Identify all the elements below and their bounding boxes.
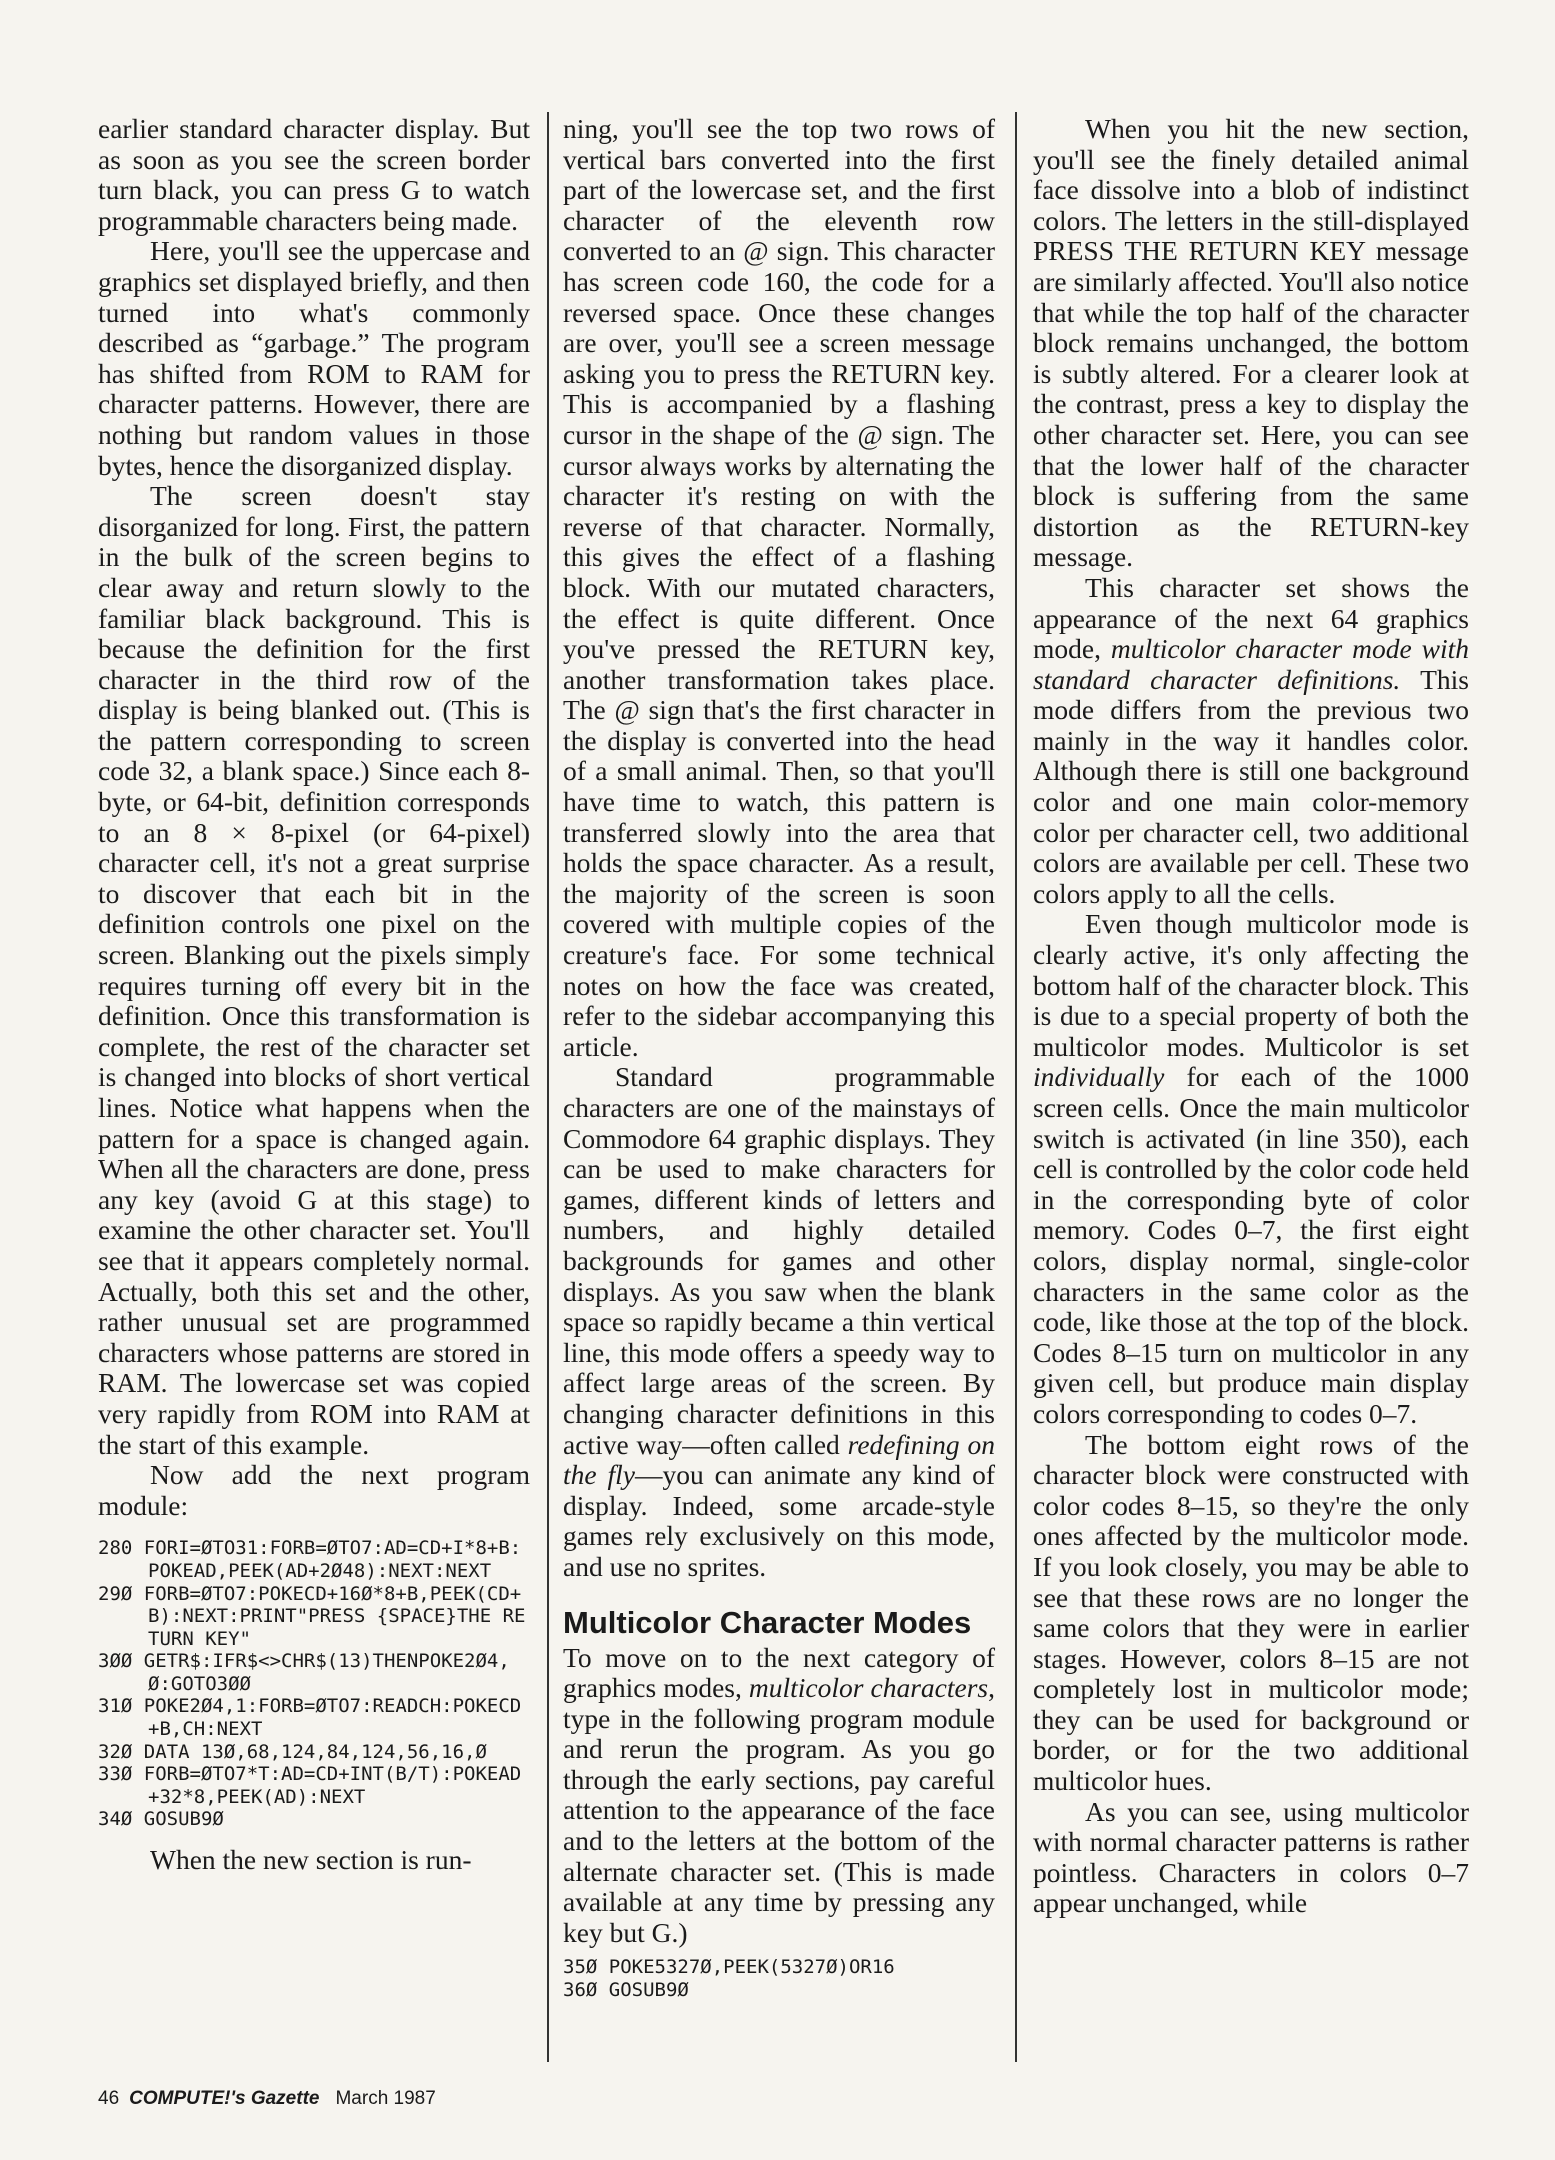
text-run: —you can animate any kind of display. Indeed, some arcade-style games rely exclusively on this mode, and use no sprites. xyxy=(563,1459,995,1582)
text-run: This character set shows the appearance of the next 64 graphics mode, xyxy=(1033,571,1469,665)
program-listing-2 xyxy=(563,1956,995,2001)
emphasis: individually xyxy=(1033,1061,1165,1093)
emphasis: multicolor characters xyxy=(748,1672,989,1704)
paragraph: The screen doesn't stay disorganized for long. First, the pattern in the bulk of the screen begins to clear away and return slowly to the familiar black background. This is because the definition for the first character in the third row of the display is being blanked out. (This is the pattern corresponding to screen code 32, a blank space.) Since each 8-byte, or 64-bit, definition corresponds to an 8 × 8-pixel (or 64-pixel) character cell, it's not a great surprise to discover that each bit in the definition controls one pixel on the screen. Blanking out the pixels simply requires turning off every bit in the definition. Once this transformation is complete, the rest of the character set is changed into blocks of short vertical lines. Notice what happens when the pattern for a space is changed again. When all the characters are done, press any key (avoid G at this stage) to examine the other character set. You'll see that it appears completely normal. Actually, both this set and the other, rather unusual set are programmed characters whose patterns are stored in RAM. The lowercase set was copied very rapidly from ROM into RAM at the start of this example. xyxy=(98,480,530,1460)
column-3 xyxy=(1033,114,1469,1919)
code-line: 29Ø FORB=ØTO7:POKECD+16Ø*8+B,PEEK(CD+B):NEXT:PRINT"PRESS {SPACE}THE RETURN KEY" xyxy=(98,1582,526,1650)
page-number: 46 xyxy=(98,2088,120,2109)
text-run: Standard programmable characters are one of the mainstays of Commodore 64 graphic displays. They can be used to make characters for games, different kinds of letters and numbers, and highly detailed backgrounds for games and other displays. As you saw when the blank space so rapidly became a thin vertical line, this mode offers a speedy way to affect large areas of the screen. By changing character definitions in this active way—often called xyxy=(563,1061,995,1460)
text-run: for each of the 1000 screen cells. Once the main multicolor switch is activated (in line 350), each cell is controlled by the color code held in the corresponding byte of color memory. Codes 0–7, the first eight colors, display normal, single-color characters in the same color as the code, like those at the top of the block. Codes 8–15 turn on multicolor in any given cell, but produce main display colors corresponding to codes 0–7. xyxy=(1033,1061,1469,1429)
code-line: 33Ø FORB=ØTO7*T:AD=CD+INT(B/T):POKEAD+32*8,PEEK(AD):NEXT xyxy=(98,1763,522,1808)
issue-date: March 1987 xyxy=(335,2088,436,2109)
program-listing-1 xyxy=(98,1537,530,1831)
paragraph: earlier standard character display. But as soon as you see the screen border turn black, you can press G to watch programmable characters being made. xyxy=(98,113,530,236)
paragraph: ning, you'll see the top two rows of vertical bars converted into the first part of the lowercase set, and the first character of the eleventh row converted to an @ sign. This character has screen code 160, the code for a reversed space. Once these changes are over, you'll see a screen message asking you to press the RETURN key. This is accompanied by a flashing cursor in the shape of the @ sign. The cursor always works by alternating the character it's resting on with the reverse of that character. Normally, this gives the effect of a flashing block. With our mutated characters, the effect is quite different. Once you've pressed the RETURN key, another transformation takes place. The @ sign that's the first character in the display is converted into the head of a small animal. Then, so that you'll have time to watch, this pattern is transferred slowly into the area that holds the space character. As a result, the majority of the screen is soon covered with multiple copies of the creature's face. For some technical notes on how the face was created, refer to the sidebar accompanying this article. xyxy=(563,113,995,1062)
paragraph xyxy=(1033,573,1469,910)
code-line: 280 FORI=ØTO31:FORB=ØTO7:AD=CD+I*8+B:POKEAD,PEEK(AD+2Ø48):NEXT:NEXT xyxy=(98,1537,522,1582)
column-divider-2 xyxy=(1015,112,1017,2062)
code-line: 35Ø POKE5327Ø,PEEK(5327Ø)OR16 xyxy=(563,1956,895,1979)
text-run: To move on to the next category of graphics modes, xyxy=(563,1641,995,1704)
paragraph: As you can see, using multicolor with normal character patterns is rather pointless. Characters in colors 0–7 appear unchanged, while xyxy=(1033,1795,1469,1919)
emphasis: redefining on the fly xyxy=(563,1428,995,1491)
text-run: Even though multicolor mode is clearly active, it's only affecting the bottom half of the character block. This is due to a special property of both the multicolor modes. Multicolor is set xyxy=(1033,908,1469,1062)
paragraph: When the new section is run- xyxy=(150,1844,472,1876)
paragraph xyxy=(1033,909,1469,1429)
code-line: 34Ø GOSUB9Ø xyxy=(98,1808,224,1831)
paragraph: Here, you'll see the uppercase and graphics set displayed briefly, and then turned into what's commonly described as “garbage.” The program has shifted from ROM to RAM for character patterns. However, there are nothing but random values in those bytes, hence the disorganized display. xyxy=(98,235,530,481)
magazine-name: COMPUTE!'s Gazette xyxy=(129,2088,320,2109)
column-divider-1 xyxy=(547,112,549,2062)
paragraph: Now add the next program module: xyxy=(98,1459,530,1521)
paragraph: The bottom eight rows of the character block were constructed with color codes 8–15, so they're the only ones affected by the multicolor mode. If you look closely, you may be able to see that these rows are no longer the same colors that they were in earlier stages. However, colors 8–15 are not completely lost in multicolor mode; they can be used for background or border, or for the two additional multicolor hues. xyxy=(1033,1428,1469,1797)
code-line: 36Ø GOSUB9Ø xyxy=(563,1979,689,2002)
paragraph xyxy=(563,1062,995,1582)
paragraph: When you hit the new section, you'll see the finely detailed animal face dissolve into a blob of indistinct colors. The letters in the still-displayed PRESS THE RETURN KEY message are similarly affected. You'll also notice that while the top half of the character block remains unchanged, the bottom is subtly altered. For a clearer look at the contrast, press a key to display the other character set. Here, you can see that the lower half of the character block is suffering from the same distortion as the RETURN-key message. xyxy=(1033,113,1469,573)
code-line: 32Ø DATA 13Ø,68,124,84,124,56,16,Ø xyxy=(98,1740,487,1763)
column-1 xyxy=(98,114,530,1876)
code-line: 31Ø POKE2Ø4,1:FORB=ØTO7:READCH:POKECD+B,CH:NEXT xyxy=(98,1695,522,1741)
text-run: , type in the following program module and rerun the program. As you go through the early sections, pay careful attention to the appearance of the face and to the letters at the bottom of the alternate character set. (This is made available at any time by pressing any key but G.) xyxy=(563,1672,995,1948)
column-2 xyxy=(563,114,995,2016)
section-heading: Multicolor Character Modes xyxy=(563,1604,972,1640)
text-run: This mode differs from the previous two mainly in the way it handles color. Although there is still one background color and one main color-memory color per character cell, two additional colors are available per cell. These two colors apply to all the cells. xyxy=(1033,663,1469,909)
code-line: 3ØØ GETR$:IFR$<>CHR$(13)THENPOKE2Ø4,Ø:GOTO3ØØ xyxy=(98,1650,510,1695)
page-footer xyxy=(98,2088,436,2110)
paragraph xyxy=(563,1643,995,1949)
emphasis: multicolor character mode with standard character definitions. xyxy=(1033,633,1469,695)
